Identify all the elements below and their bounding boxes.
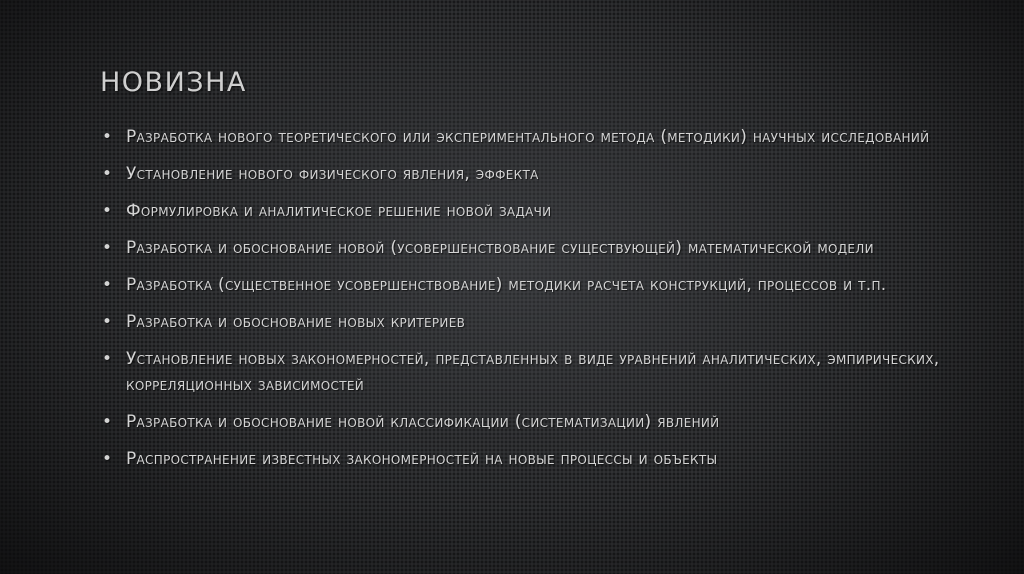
bullet-list xyxy=(102,124,962,483)
bullet-text: Разработка нового теоретического или экспериментального метода (методики) научных исследований xyxy=(126,127,930,147)
bullet-text: Распространение известных закономерностей на новые процессы и объекты xyxy=(126,449,718,469)
bullet-dot-icon: • xyxy=(102,312,113,332)
bullet-item xyxy=(102,161,962,187)
bullet-text: Разработка и обоснование новой классификации (систематизации) явлений xyxy=(126,412,720,432)
bullet-item xyxy=(102,346,962,398)
bullet-item xyxy=(102,309,962,335)
bullet-item xyxy=(102,235,962,261)
bullet-item xyxy=(102,272,962,298)
bullet-text: Установление новых закономерностей, представленных в виде уравнений аналитических, эмпирических, корреляционных зависимостей xyxy=(126,349,940,395)
bullet-text: Формулировка и аналитическое решение новой задачи xyxy=(126,201,552,221)
bullet-text: Разработка и обоснование новой (усовершенствование существующей) математической модели xyxy=(126,238,874,258)
bullet-dot-icon: • xyxy=(102,349,113,369)
bullet-dot-icon: • xyxy=(102,127,113,147)
bullet-text: Разработка (существенное усовершенствование) методики расчета конструкций, процессов и т.п. xyxy=(126,275,887,295)
bullet-text: Разработка и обоснование новых критериев xyxy=(126,312,466,332)
bullet-dot-icon: • xyxy=(102,164,113,184)
bullet-dot-icon: • xyxy=(102,238,113,258)
bullet-text: Установление нового физического явления, эффекта xyxy=(126,164,539,184)
bullet-item xyxy=(102,409,962,435)
bullet-dot-icon: • xyxy=(102,201,113,221)
bullet-dot-icon: • xyxy=(102,449,113,469)
slide-title: новизна xyxy=(100,56,247,100)
bullet-item xyxy=(102,124,962,150)
bullet-dot-icon: • xyxy=(102,412,113,432)
bullet-dot-icon: • xyxy=(102,275,113,295)
bullet-item xyxy=(102,198,962,224)
bullet-item xyxy=(102,446,962,472)
